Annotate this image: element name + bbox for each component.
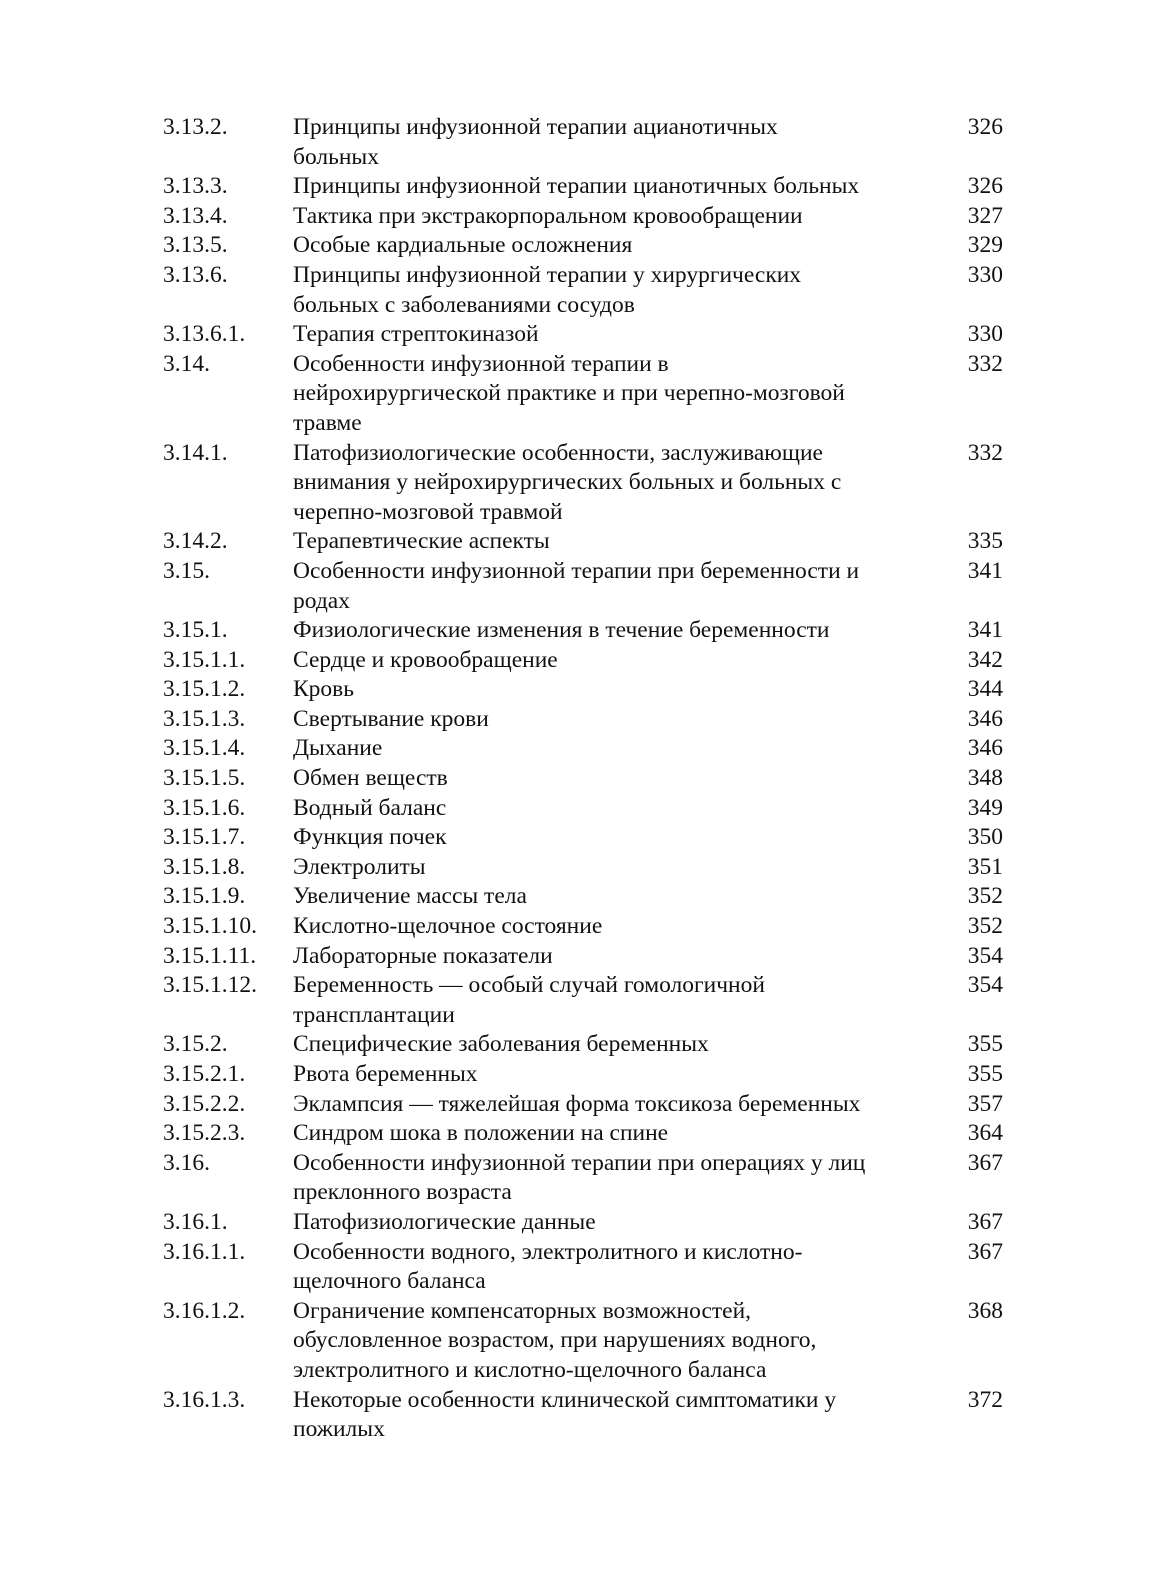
section-number: 3.15.2.	[163, 1031, 228, 1058]
section-number: 3.15.1.9.	[163, 883, 246, 910]
section-title	[293, 172, 923, 202]
section-title-line: Лабораторные показатели	[293, 942, 553, 969]
section-number: 3.13.3.	[163, 173, 228, 200]
section-title	[293, 1149, 923, 1208]
toc-entry	[163, 823, 1003, 853]
toc-entry	[163, 1208, 1003, 1238]
page-number: 344	[967, 676, 1003, 703]
section-title	[293, 823, 923, 853]
section-number: 3.15.1.12.	[163, 972, 257, 999]
toc-entry	[163, 794, 1003, 824]
page-number: 368	[967, 1297, 1003, 1324]
section-number: 3.15.1.2.	[163, 676, 246, 703]
toc-entry	[163, 764, 1003, 794]
section-title-line: Функция почек	[293, 824, 447, 851]
toc-entry	[163, 853, 1003, 883]
section-title-line: внимания у нейрохирургических больных и больных с	[293, 469, 842, 496]
section-title	[293, 675, 923, 705]
section-title	[293, 853, 923, 883]
section-title	[293, 646, 923, 676]
section-title-line: обусловленное возрастом, при нарушениях водного,	[293, 1327, 817, 1354]
section-title-line: Особенности инфузионной терапии в	[293, 350, 669, 377]
section-title-line: Физиологические изменения в течение беременности	[293, 617, 830, 644]
section-title-line: трансплантации	[293, 1001, 455, 1028]
section-title-line: Патофизиологические особенности, заслуживающие	[293, 439, 823, 466]
toc-entry	[163, 882, 1003, 912]
page-number: 332	[967, 350, 1003, 377]
section-number: 3.15.2.3.	[163, 1120, 246, 1147]
section-title-line: Патофизиологические данные	[293, 1208, 596, 1235]
toc-entry	[163, 1386, 1003, 1445]
section-number: 3.13.6.	[163, 261, 228, 288]
section-title-line: больных	[293, 143, 379, 170]
section-title	[293, 942, 923, 972]
section-number: 3.16.1.2.	[163, 1297, 246, 1324]
section-title	[293, 231, 923, 261]
toc-entry	[163, 616, 1003, 646]
page-number: 348	[967, 765, 1003, 792]
toc-entry	[163, 1297, 1003, 1386]
toc-entry	[163, 942, 1003, 972]
toc-entry	[163, 1238, 1003, 1297]
section-number: 3.15.2.1.	[163, 1061, 246, 1087]
section-title	[293, 734, 923, 764]
page-number: 329	[967, 232, 1003, 259]
section-number: 3.16.1.1.	[163, 1238, 246, 1265]
section-number: 3.15.1.10.	[163, 913, 257, 940]
section-title-line: Особые кардиальные осложнения	[293, 232, 633, 259]
section-number: 3.16.1.	[163, 1208, 228, 1235]
section-title	[293, 912, 923, 942]
section-title-line: электролитного и кислотно-щелочного баланса	[293, 1356, 767, 1383]
section-title	[293, 1297, 923, 1386]
section-title-line: Принципы инфузионной терапии ацианотичных	[293, 114, 778, 140]
section-number: 3.15.1.8.	[163, 853, 246, 880]
section-title	[293, 1208, 923, 1238]
toc-entry	[163, 1030, 1003, 1060]
section-title-line: Специфические заболевания беременных	[293, 1031, 709, 1058]
section-title	[293, 439, 923, 528]
section-number: 3.15.	[163, 557, 210, 584]
section-title-line: Некоторые особенности клинической симптоматики у	[293, 1386, 837, 1413]
section-title-line: Электролиты	[293, 853, 426, 880]
section-title	[293, 1090, 923, 1120]
page-number: 355	[967, 1061, 1003, 1087]
section-title	[293, 527, 923, 557]
table-of-contents	[163, 113, 1003, 1445]
toc-entry	[163, 320, 1003, 350]
section-title-line: Свертывание крови	[293, 705, 489, 732]
section-title-line: Особенности инфузионной терапии при беременности и	[293, 557, 860, 584]
section-title	[293, 1030, 923, 1060]
section-title	[293, 882, 923, 912]
page-number: 372	[967, 1386, 1003, 1413]
section-title-line: Рвота беременных	[293, 1061, 478, 1087]
section-number: 3.15.1.6.	[163, 794, 246, 821]
toc-entry	[163, 1090, 1003, 1120]
section-title-line: родах	[293, 587, 350, 614]
section-title	[293, 261, 923, 320]
toc-entry	[163, 439, 1003, 528]
section-title	[293, 764, 923, 794]
page-number: 350	[967, 824, 1003, 851]
section-title-line: Увеличение массы тела	[293, 883, 527, 910]
section-title-line: Терапия стрептокиназой	[293, 321, 539, 348]
section-number: 3.13.4.	[163, 202, 228, 229]
section-title	[293, 350, 923, 439]
page-number: 367	[967, 1208, 1003, 1235]
section-number: 3.15.1.3.	[163, 705, 246, 732]
page-number: 367	[967, 1149, 1003, 1176]
section-title-line: Эклампсия — тяжелейшая форма токсикоза беременных	[293, 1090, 861, 1117]
toc-entry	[163, 1149, 1003, 1208]
section-title-line: Принципы инфузионной терапии у хирургических	[293, 261, 802, 288]
section-number: 3.16.1.3.	[163, 1386, 246, 1413]
section-title-line: Кровь	[293, 676, 354, 703]
toc-entry	[163, 557, 1003, 616]
section-title	[293, 320, 923, 350]
section-title	[293, 1386, 923, 1445]
section-title	[293, 113, 923, 172]
section-title-line: преклонного возраста	[293, 1179, 512, 1206]
page-number: 332	[967, 439, 1003, 466]
toc-entry	[163, 705, 1003, 735]
toc-entry	[163, 172, 1003, 202]
page-number: 354	[967, 942, 1003, 969]
section-title	[293, 794, 923, 824]
page-number: 367	[967, 1238, 1003, 1265]
section-title-line: пожилых	[293, 1416, 385, 1443]
section-title-line: Принципы инфузионной терапии цианотичных больных	[293, 173, 860, 200]
section-title	[293, 616, 923, 646]
page-number: 354	[967, 972, 1003, 999]
section-number: 3.14.1.	[163, 439, 228, 466]
toc-entry	[163, 527, 1003, 557]
section-title-line: Терапевтические аспекты	[293, 528, 550, 555]
section-title-line: Дыхание	[293, 735, 383, 762]
section-title-line: Водный баланс	[293, 794, 447, 821]
toc-entry	[163, 261, 1003, 320]
section-number: 3.15.1.4.	[163, 735, 246, 762]
toc-entry	[163, 675, 1003, 705]
section-title	[293, 1119, 923, 1149]
page-number: 341	[967, 617, 1003, 644]
page-number: 326	[967, 114, 1003, 140]
section-number: 3.13.6.1.	[163, 321, 246, 348]
section-title-line: Синдром шока в положении на спине	[293, 1120, 669, 1147]
section-number: 3.15.2.2.	[163, 1090, 246, 1117]
toc-entry	[163, 113, 1003, 172]
section-title-line: Сердце и кровообращение	[293, 646, 558, 673]
toc-entry	[163, 231, 1003, 261]
page-number: 351	[967, 853, 1003, 880]
page-number: 330	[967, 261, 1003, 288]
toc-entry	[163, 646, 1003, 676]
page-number: 342	[967, 646, 1003, 673]
section-title	[293, 557, 923, 616]
section-title-line: Особенности инфузионной терапии при операциях у лиц	[293, 1149, 866, 1176]
section-number: 3.14.	[163, 350, 210, 377]
section-title-line: Беременность — особый случай гомологичной	[293, 972, 765, 999]
page-number: 341	[967, 557, 1003, 584]
page-number: 349	[967, 794, 1003, 821]
section-number: 3.13.5.	[163, 232, 228, 259]
section-title	[293, 971, 923, 1030]
section-title-line: Кислотно-щелочное состояние	[293, 913, 603, 940]
section-title-line: нейрохирургической практике и при черепно-мозговой	[293, 380, 845, 407]
section-title-line: Ограничение компенсаторных возможностей,	[293, 1297, 752, 1324]
section-title-line: травме	[293, 409, 362, 436]
page-number: 364	[967, 1120, 1003, 1147]
page-number: 330	[967, 321, 1003, 348]
section-number: 3.15.1.7.	[163, 824, 246, 851]
page-number: 355	[967, 1031, 1003, 1058]
toc-entry	[163, 350, 1003, 439]
section-title	[293, 1238, 923, 1297]
toc-entry	[163, 912, 1003, 942]
toc-entry	[163, 734, 1003, 764]
section-number: 3.15.1.1.	[163, 646, 246, 673]
page-number: 335	[967, 528, 1003, 555]
section-title	[293, 1060, 923, 1090]
section-number: 3.13.2.	[163, 114, 228, 140]
page-number: 346	[967, 735, 1003, 762]
section-title-line: больных с заболеваниями сосудов	[293, 291, 635, 318]
section-title-line: черепно-мозговой травмой	[293, 498, 563, 525]
page-number: 346	[967, 705, 1003, 732]
page-number: 352	[967, 883, 1003, 910]
section-number: 3.15.1.5.	[163, 765, 246, 792]
page-number: 327	[967, 202, 1003, 229]
section-title	[293, 202, 923, 232]
toc-entry	[163, 1060, 1003, 1090]
page-number: 352	[967, 913, 1003, 940]
section-title	[293, 705, 923, 735]
section-title-line: Тактика при экстракорпоральном кровообращении	[293, 202, 803, 229]
toc-entry	[163, 202, 1003, 232]
page-number: 326	[967, 173, 1003, 200]
section-number: 3.15.1.11.	[163, 942, 257, 969]
section-number: 3.16.	[163, 1149, 210, 1176]
section-title-line: щелочного баланса	[293, 1268, 486, 1295]
toc-entry	[163, 971, 1003, 1030]
section-title-line: Обмен веществ	[293, 765, 448, 792]
section-number: 3.15.1.	[163, 617, 228, 644]
toc-entry	[163, 1119, 1003, 1149]
section-title-line: Особенности водного, электролитного и кислотно-	[293, 1238, 803, 1265]
section-number: 3.14.2.	[163, 528, 228, 555]
page-number: 357	[967, 1090, 1003, 1117]
